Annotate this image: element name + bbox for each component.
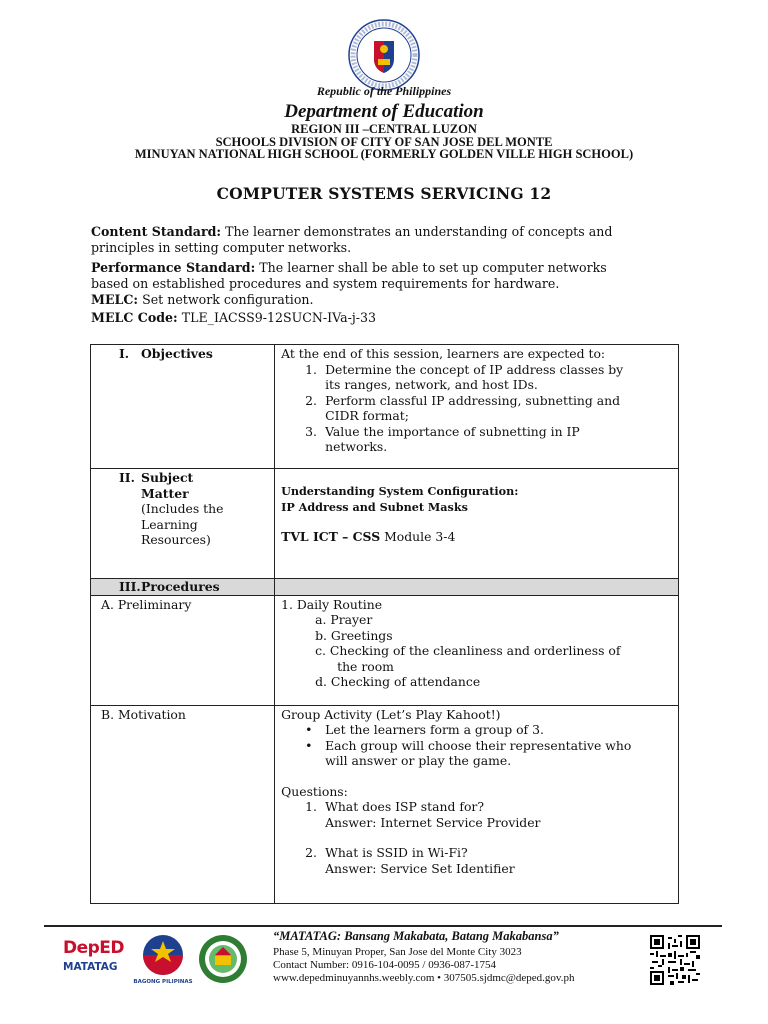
questions-label: Questions:	[281, 783, 348, 799]
resource-line	[281, 529, 674, 545]
footer-quote: “MATATAG: Bansang Makabata, Batang Makabansa”	[273, 929, 559, 943]
resource-bold: TVL ICT – CSS	[281, 529, 381, 544]
objective-item: 1. Determine the concept of IP address classes by	[305, 361, 624, 377]
question-item: 2. What is SSID in Wi-Fi?	[305, 845, 468, 860]
melc-text: Set network configuration.	[142, 292, 314, 307]
objectives-label: Objectives	[141, 346, 213, 361]
routine-item: b. Greetings	[315, 627, 393, 643]
deped-seal-icon	[348, 19, 420, 91]
bullet-item-cont: will answer or play the game.	[325, 753, 512, 768]
content-standard-text-1: The learner demonstrates an understanding of concepts and	[225, 224, 613, 239]
bagong-pilipinas-icon	[138, 933, 188, 977]
motivation-row	[91, 705, 679, 903]
footer-divider	[44, 925, 722, 927]
subject-matter-note-2: Learning	[141, 516, 198, 532]
topic-line-1: Understanding System Configuration:	[281, 484, 519, 498]
qr-code-icon	[650, 935, 700, 985]
motivation-label-cell	[91, 705, 275, 903]
questions-list	[281, 799, 674, 876]
objectives-label-cell	[91, 345, 275, 469]
deped-logo-top: DepED	[63, 938, 125, 958]
motivation-content-cell	[275, 705, 679, 903]
bagong-pilipinas-caption: BAGONG PILIPINAS	[133, 979, 193, 985]
melc-code-label: MELC Code:	[91, 310, 178, 325]
melc-label: MELC:	[91, 292, 139, 307]
objectives-intro: At the end of this session, learners are expected to:	[281, 346, 606, 361]
objective-item: 2. Perform classful IP addressing, subnetting and	[305, 392, 621, 408]
performance-standard-text-2: based on established procedures and system requirements for hardware.	[91, 276, 560, 291]
subject-matter-label-1: Subject	[141, 470, 194, 485]
division-line: SCHOOLS DIVISION OF CITY OF SAN JOSE DEL MONTE	[215, 135, 553, 149]
department-name: Department of Education	[284, 101, 484, 122]
objective-item-cont: CIDR format;	[325, 408, 409, 423]
school-seal-icon	[198, 934, 248, 984]
footer-contact: Contact Number: 0916-104-0095 / 0936-087-1754	[273, 959, 497, 971]
content-standard	[91, 224, 691, 256]
objective-item: 3. Value the importance of subnetting in IP	[305, 423, 580, 439]
procedures-label: Procedures	[141, 579, 220, 594]
matatag-logo-bottom: MATATAG	[63, 961, 118, 973]
subject-matter-note-3: Resources)	[141, 532, 211, 547]
routine-item: d. Checking of attendance	[315, 674, 481, 689]
preliminary-content-cell	[275, 595, 679, 705]
group-activity-heading: Group Activity (Let’s Play Kahoot!)	[281, 706, 501, 722]
performance-standard	[91, 260, 691, 292]
resource-text: Module 3-4	[384, 529, 456, 544]
melc-code	[91, 310, 691, 326]
objective-item-cont: networks.	[325, 439, 388, 454]
lesson-plan-table	[90, 344, 679, 904]
daily-routine-heading: 1. Daily Routine	[281, 596, 383, 612]
footer-web: www.depedminuyannhs.weebly.com • 307505.sjdmc@deped.gov.ph	[273, 972, 575, 984]
subject-title: COMPUTER SYSTEMS SERVICING 12	[216, 184, 552, 203]
objective-item-cont: its ranges, network, and host IDs.	[325, 377, 538, 392]
subject-matter-label-cell	[91, 469, 275, 579]
deped-matatag-logo	[63, 938, 127, 982]
bagong-pilipinas-logo	[132, 933, 194, 989]
objectives-list	[281, 362, 674, 455]
objectives-content-cell	[275, 345, 679, 469]
routine-item: a. Prayer	[315, 612, 373, 627]
bullet-item: • Let the learners form a group of 3.	[305, 722, 544, 737]
bullet-item: • Each group will choose their representative who	[305, 737, 632, 753]
content-standard-label: Content Standard:	[91, 224, 222, 239]
procedures-number: III.	[119, 579, 141, 594]
subject-matter-row	[91, 469, 679, 579]
subject-matter-note-1: (Includes the	[141, 501, 224, 516]
procedures-label-cell	[91, 579, 275, 596]
melc-code-text: TLE_IACSS9-12SUCN-IVa-j-33	[181, 310, 377, 325]
preliminary-row	[91, 595, 679, 705]
activity-bullets	[281, 722, 674, 769]
region-line: REGION III –CENTRAL LUZON	[291, 122, 477, 136]
objectives-number: I.	[119, 346, 130, 361]
routine-item: c. Checking of the cleanliness and orderliness of	[315, 643, 621, 658]
routine-item-cont: the room	[337, 658, 394, 674]
melc	[91, 292, 691, 308]
procedures-blank-cell	[275, 579, 679, 596]
objectives-row	[91, 345, 679, 469]
performance-standard-text-1: The learner shall be able to set up computer networks	[259, 260, 607, 275]
subject-matter-content-cell	[275, 469, 679, 579]
preliminary-label-cell	[91, 595, 275, 705]
answer-item: Answer: Service Set Identifier	[325, 860, 515, 876]
motivation-label: B. Motivation	[101, 706, 186, 722]
footer-address: Phase 5, Minuyan Proper, San Jose del Monte City 3023	[273, 946, 522, 958]
question-item: 1. What does ISP stand for?	[305, 799, 484, 814]
topic-line-2: IP Address and Subnet Masks	[281, 499, 468, 514]
school-line: MINUYAN NATIONAL HIGH SCHOOL (FORMERLY GOLDEN VILLE HIGH SCHOOL)	[134, 147, 634, 161]
republic-line: Republic of the Philippines	[316, 84, 452, 98]
content-standard-text-2: principles in setting computer networks.	[91, 240, 352, 255]
performance-standard-label: Performance Standard:	[91, 260, 256, 275]
procedures-row	[91, 579, 679, 596]
preliminary-label: A. Preliminary	[101, 596, 192, 612]
answer-item: Answer: Internet Service Provider	[325, 814, 541, 830]
subject-matter-number: II.	[119, 470, 135, 485]
subject-matter-label-2: Matter	[141, 485, 189, 501]
daily-routine-list	[281, 612, 674, 690]
